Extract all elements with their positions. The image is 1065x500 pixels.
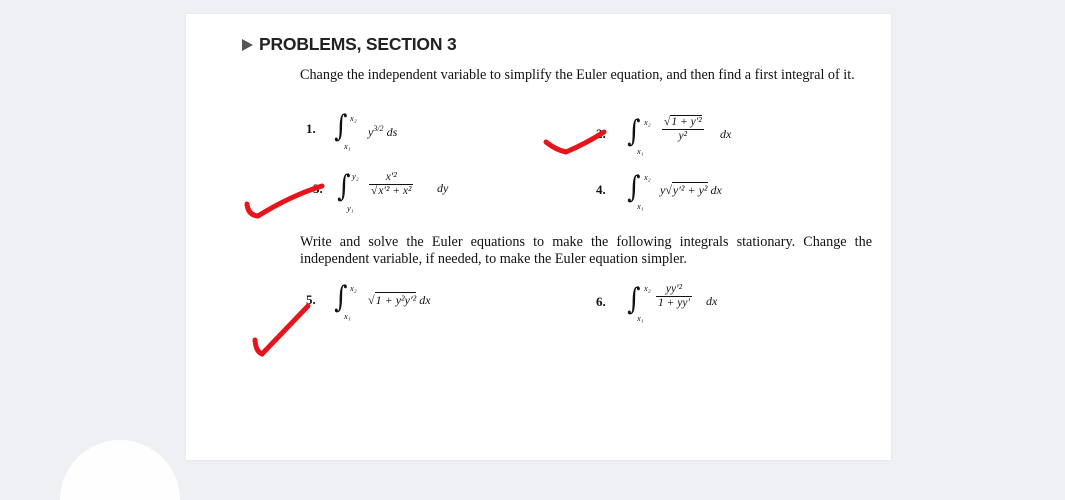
lower-limit: y₁ [347, 203, 354, 213]
integral-sign-icon: ∫ [337, 169, 351, 204]
problem-number: 1. [306, 121, 316, 136]
differential: dy [437, 181, 449, 195]
integral-sign-icon: ∫ [627, 114, 641, 149]
denominator: y² [678, 130, 688, 142]
integrand-fraction [656, 283, 692, 310]
denominator: 1 + yy′ [658, 297, 690, 309]
corner-overlay [60, 440, 180, 500]
integral-sign-icon: ∫ [627, 170, 641, 205]
differential: dx [706, 294, 718, 308]
upper-limit: x₂ [644, 283, 651, 293]
lower-limit: x₁ [637, 201, 644, 211]
triangle-bullet-icon [242, 39, 253, 51]
problem-number: 5. [306, 292, 316, 307]
lower-limit: x₁ [637, 313, 644, 323]
section-heading [242, 34, 456, 55]
problem-number: 2. [596, 126, 606, 141]
numerator: yy′² [665, 283, 683, 295]
upper-limit: x₂ [644, 172, 651, 182]
integrand-fraction [662, 116, 704, 143]
integral-sign-icon: ∫ [627, 282, 641, 317]
upper-limit: x₂ [350, 113, 357, 123]
lower-limit: x₁ [344, 141, 351, 151]
integrand: y√y′² + y² dx [660, 183, 722, 197]
problem-number: 6. [596, 294, 606, 309]
integrand: $y^{3/2}$ ds [368, 124, 398, 139]
lower-limit: x₁ [637, 146, 644, 156]
lower-limit: x₁ [344, 311, 351, 321]
upper-limit: x₂ [350, 283, 357, 293]
instructions-first: Change the independent variable to simplify the Euler equation, and then find a first integral of it. [300, 67, 855, 83]
section-title: PROBLEMS, SECTION 3 [259, 34, 457, 54]
integral-sign-icon: ∫ [334, 280, 348, 315]
numerator: √1 + y′² [664, 116, 702, 128]
upper-limit: x₂ [644, 117, 651, 127]
integrand: √1 + y²y′² dx [368, 293, 431, 307]
denominator: √x′² + x² [371, 185, 412, 197]
integral-sign-icon: ∫ [334, 109, 348, 144]
instructions-second: Write and solve the Euler equations to make the following integrals stationary. Change the independent variable, if needed, to make the Euler equation simpler. [300, 234, 872, 267]
problem-number: 3. [313, 181, 323, 196]
numerator: x′² [385, 171, 397, 183]
upper-limit: y₂ [352, 171, 359, 181]
integrand-fraction [369, 171, 413, 198]
differential: dx [720, 127, 732, 141]
problem-number: 4. [596, 182, 606, 197]
